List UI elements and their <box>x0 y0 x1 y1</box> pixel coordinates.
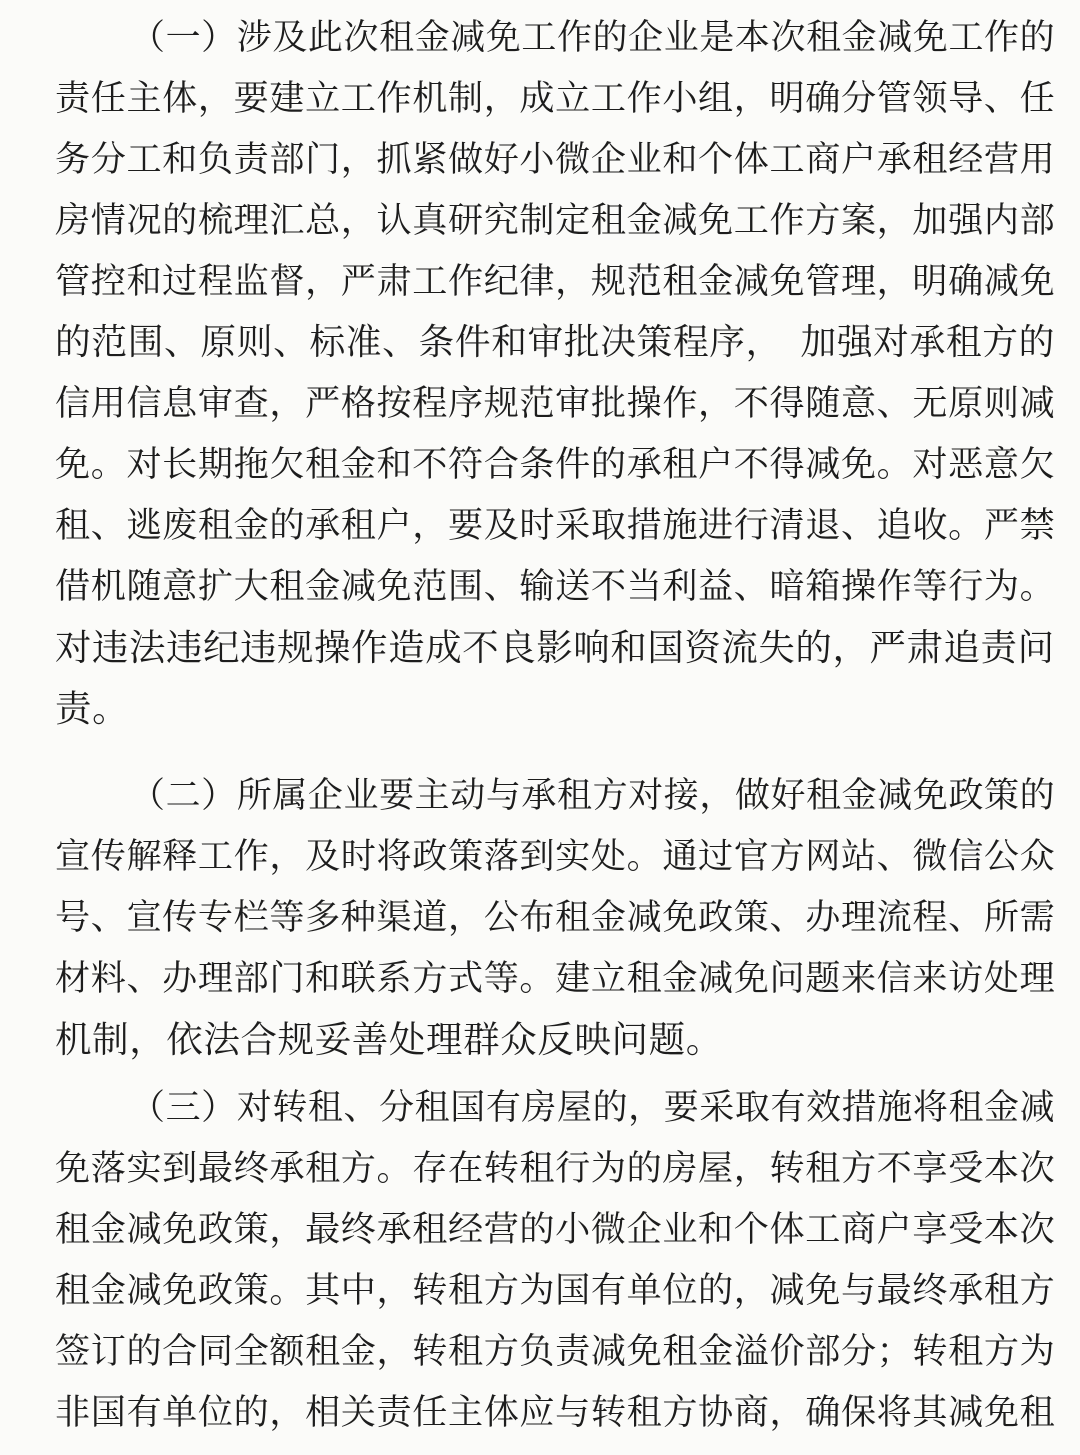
paragraph-2-line-5: 机制，依法合规妥善处理群众反映问题。 <box>55 1018 723 1061</box>
paragraph-2-line-4: 材料、办理部门和联系方式等。建立租金减免问题来信来访处理 <box>55 958 1056 999</box>
paragraph-1-line-11: 对违法违纪违规操作造成不良影响和国资流失的，严肃追责问 <box>55 626 1055 669</box>
paragraph-3-line-1: （三）对转租、分租国有房屋的，要采取有效措施将租金减 <box>130 1088 1056 1128</box>
paragraph-3-line-5: 签订的合同全额租金，转租方负责减免租金溢价部分；转租方为 <box>55 1331 1056 1372</box>
paragraph-1-line-9: 租、逃废租金的承租户，要及时采取措施进行清退、追收。严禁 <box>55 505 1056 546</box>
paragraph-3-line-3: 租金减免政策，最终承租经营的小微企业和个体工商户享受本次 <box>55 1209 1056 1250</box>
paragraph-1-line-6: 的范围、原则、标准、条件和审批决策程序， 加强对承租方的 <box>55 322 1055 363</box>
paragraph-2-line-2: 宣传解释工作，及时将政策落到实处。通过官方网站、微信公众 <box>55 836 1056 877</box>
paragraph-1-line-8: 免。对长期拖欠租金和不符合条件的承租户不得减免。对恶意欠 <box>55 444 1056 485</box>
paragraph-1-line-4: 房情况的梳理汇总，认真研究制定租金减免工作方案，加强内部 <box>55 200 1056 241</box>
paragraph-1-line-12: 责。 <box>55 687 130 730</box>
paragraph-1-line-10: 借机随意扩大租金减免范围、输送不当利益、暗箱操作等行为。 <box>55 566 1056 607</box>
paragraph-1-line-1: （一）涉及此次租金减免工作的企业是本次租金减免工作的 <box>130 18 1056 58</box>
paragraph-3-line-2: 免落实到最终承租方。存在转租行为的房屋，转租方不享受本次 <box>55 1148 1056 1189</box>
paragraph-3-line-4: 租金减免政策。其中，转租方为国有单位的，减免与最终承租方 <box>55 1270 1056 1311</box>
paragraph-1-line-3: 务分工和负责部门，抓紧做好小微企业和个体工商户承租经营用 <box>55 139 1056 180</box>
paragraph-2-line-1: （二）所属企业要主动与承租方对接，做好租金减免政策的 <box>130 776 1056 816</box>
paragraph-1-line-7: 信用信息审查，严格按程序规范审批操作，不得随意、无原则减 <box>55 383 1056 424</box>
paragraph-2-line-3: 号、宣传专栏等多种渠道，公布租金减免政策、办理流程、所需 <box>55 897 1056 938</box>
paragraph-1-line-2: 责任主体，要建立工作机制，成立工作小组，明确分管领导、任 <box>55 78 1056 119</box>
paragraph-1-line-5: 管控和过程监督，严肃工作纪律，规范租金减免管理，明确减免 <box>55 261 1056 302</box>
paragraph-3-line-6: 非国有单位的，相关责任主体应与转租方协商，确保将其减免租 <box>55 1392 1056 1433</box>
